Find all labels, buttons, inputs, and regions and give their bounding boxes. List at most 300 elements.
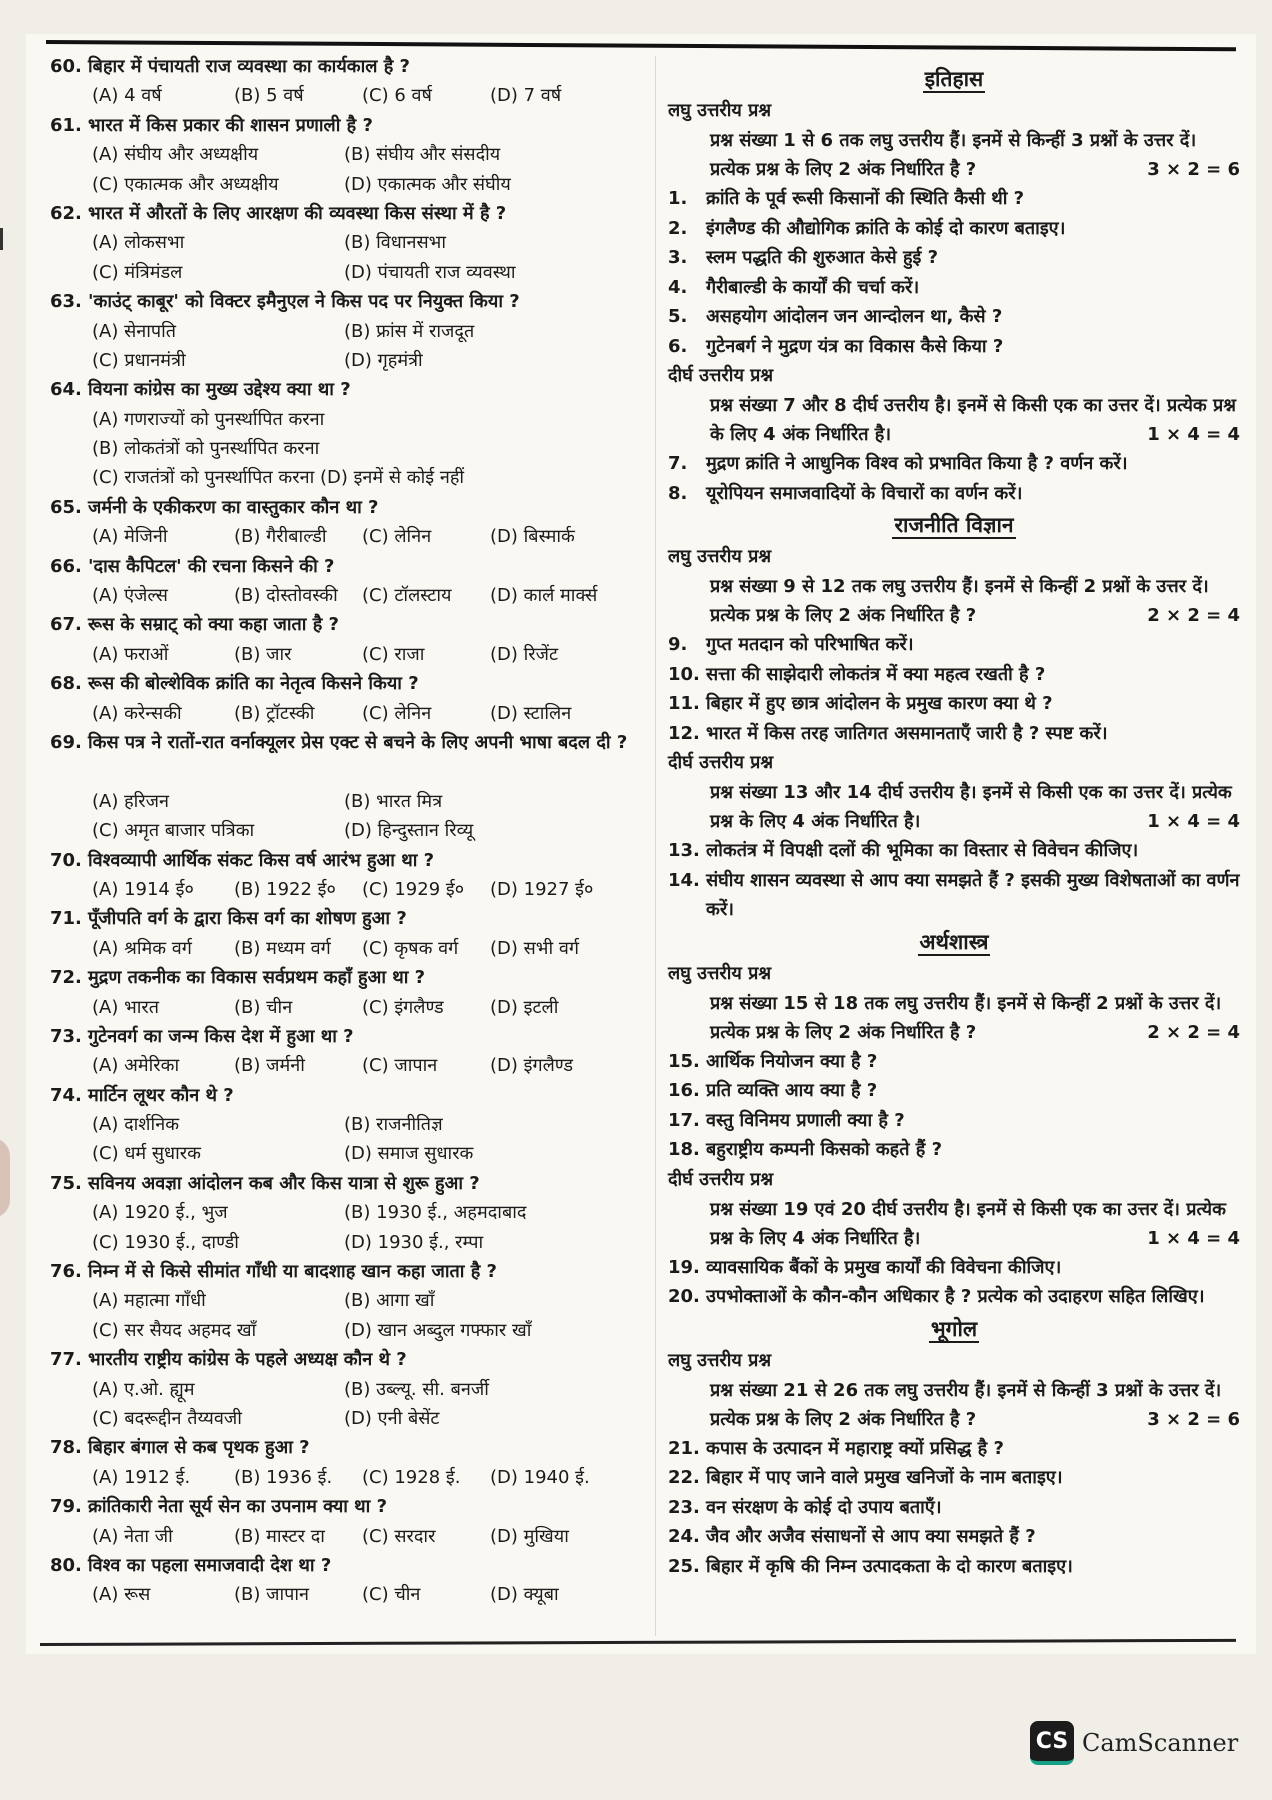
question-line bbox=[50, 1022, 650, 1051]
option: (B) गैरीबाल्डी bbox=[234, 526, 327, 548]
question-line bbox=[50, 728, 650, 787]
options-row bbox=[50, 228, 650, 257]
option: (B) विधानसभा bbox=[344, 232, 446, 254]
question-number: 7. bbox=[668, 453, 688, 474]
subjective-question bbox=[668, 1493, 1240, 1523]
section-title bbox=[668, 62, 1240, 96]
mcq-question bbox=[50, 287, 650, 375]
question-number: 80. bbox=[50, 1554, 82, 1576]
option: (D) पंचायती राज व्यवस्था bbox=[344, 261, 516, 283]
option: (D) एकात्मक और संघीय bbox=[344, 173, 511, 195]
options-row bbox=[50, 317, 650, 346]
marks-scheme: 3 × 2 = 6 bbox=[1147, 1408, 1240, 1430]
question-number: 68. bbox=[50, 673, 82, 695]
options-row bbox=[50, 1316, 650, 1345]
option: (A) रूस bbox=[92, 1584, 151, 1606]
marks-scheme: 2 × 2 = 4 bbox=[1147, 605, 1240, 626]
mcq-question bbox=[50, 1433, 650, 1492]
options-row bbox=[50, 993, 650, 1022]
question-line bbox=[50, 552, 650, 581]
subjective-question bbox=[668, 1522, 1240, 1552]
question-line bbox=[50, 493, 650, 522]
option: (C) इंगलैण्ड bbox=[362, 996, 444, 1018]
instruction-text: प्रश्न संख्या 13 और 14 दीर्घ उत्तरीय है। इनमें से किसी एक का उत्तर दें। प्रत्येक प्रश्न के लिए 4 अंक निर्धारित है। bbox=[710, 782, 1232, 832]
instruction-text: प्रश्न संख्या 1 से 6 तक लघु उत्तरीय हैं। इनमें से किन्हीं 3 प्रश्नों के उत्तर दें। प्रत्येक प्रश्न के लिए 2 अंक निर्धारित है ? bbox=[710, 130, 1197, 180]
marks-scheme: 3 × 2 = 6 bbox=[1147, 159, 1240, 180]
option: (C) अमृत बाजार पत्रिका bbox=[92, 820, 255, 842]
options-row bbox=[50, 581, 650, 610]
mcq-question bbox=[50, 1492, 650, 1551]
question-line bbox=[50, 1257, 650, 1286]
options-row bbox=[50, 1051, 650, 1080]
question-number: 24. bbox=[668, 1526, 700, 1547]
question-number: 5. bbox=[668, 306, 688, 327]
question-line bbox=[50, 1433, 650, 1462]
question-type-heading: दीर्घ उत्तरीय प्रश्न bbox=[668, 365, 774, 386]
subjective-question bbox=[668, 273, 1240, 303]
mcq-question bbox=[50, 963, 650, 1022]
options-row bbox=[50, 1580, 650, 1609]
instructions bbox=[668, 778, 1240, 836]
question-type-heading: लघु उत्तरीय प्रश्न bbox=[668, 100, 772, 121]
option: (D) 1940 ई. bbox=[490, 1466, 590, 1488]
option: (B) मध्यम वर्ग bbox=[234, 937, 331, 959]
question-text: बिहार में हुए छात्र आंदोलन के प्रमुख कारण क्या थे ? bbox=[706, 693, 1053, 714]
option: (C) प्रधानमंत्री bbox=[92, 349, 186, 371]
option: (A) ए.ओ. ह्यूम bbox=[92, 1378, 195, 1400]
option: (A) 1914 ई० bbox=[92, 878, 194, 900]
question-line bbox=[50, 287, 650, 316]
options-row bbox=[50, 640, 650, 669]
option: (C) राजा bbox=[362, 643, 425, 665]
instruction-text: प्रश्न संख्या 21 से 26 तक लघु उत्तरीय हैं। इनमें से किन्हीं 3 प्रश्नों के उत्तर दें। प्रत्येक प्रश्न के लिए 2 अंक निर्धारित है ? bbox=[710, 1379, 1222, 1430]
option: (C) चीन bbox=[362, 1584, 421, 1606]
subjective-question bbox=[668, 630, 1240, 660]
question-number: 22. bbox=[668, 1467, 700, 1488]
option: (A) 4 वर्ष bbox=[92, 85, 162, 107]
option: (B) 5 वर्ष bbox=[234, 85, 304, 107]
question-text: क्रांतिकारी नेता सूर्य सेन का उपनाम क्या था ? bbox=[88, 1496, 388, 1518]
camscanner-watermark bbox=[1030, 1720, 1238, 1766]
question-text: जर्मनी के एकीकरण का वास्तुकार कौन था ? bbox=[88, 496, 379, 518]
mcq-question bbox=[50, 1345, 650, 1433]
question-number: 4. bbox=[668, 276, 688, 298]
instruction-text: प्रश्न संख्या 19 एवं 20 दीर्घ उत्तरीय है। इनमें से किसी एक का उत्तर दें। प्रत्येक प्रश्न के लिए 4 अंक निर्धारित है। bbox=[710, 1198, 1226, 1249]
option: (B) 1936 ई. bbox=[234, 1466, 333, 1488]
options-row bbox=[50, 875, 650, 904]
subjective-question bbox=[668, 479, 1240, 509]
question-line bbox=[50, 199, 650, 228]
question-number: 76. bbox=[50, 1261, 82, 1283]
options-row bbox=[50, 170, 650, 199]
option: (B) मास्टर दा bbox=[234, 1525, 325, 1547]
option: (C) धर्म सुधारक bbox=[92, 1143, 201, 1165]
question-number: 20. bbox=[668, 1286, 700, 1307]
options-row bbox=[50, 258, 650, 287]
margin-tick bbox=[0, 228, 3, 250]
options-row bbox=[50, 1404, 650, 1433]
subjective-questions-column bbox=[668, 62, 1240, 1581]
question-text: प्रति व्यक्ति आय क्या है ? bbox=[706, 1080, 878, 1101]
question-text: बिहार में कृषि की निम्न उत्पादकता के दो कारण बताइए। bbox=[706, 1555, 1073, 1577]
question-text: भारत में किस प्रकार की शासन प्रणाली है ? bbox=[88, 114, 373, 136]
question-type-heading: दीर्घ उत्तरीय प्रश्न bbox=[668, 1168, 774, 1190]
question-text: रूस के सम्राट् को क्या कहा जाता है ? bbox=[88, 614, 339, 636]
option: (C) टॉलस्टाय bbox=[362, 585, 452, 607]
option: (D) 1930 ई., रम्पा bbox=[344, 1231, 484, 1253]
option: (C) राजतंत्रों को पुनर्स्थापित करना (D) इनमें से कोई नहीं bbox=[92, 467, 465, 489]
question-number: 23. bbox=[668, 1496, 700, 1518]
mcq-question bbox=[50, 111, 650, 199]
question-text: किस पत्र ने रातों-रात वर्नाक्यूलर प्रेस एक्ट से बचने के लिए अपनी भाषा बदल दी ? bbox=[88, 731, 628, 753]
question-text: मुद्रण तकनीक का विकास सर्वप्रथम कहाँ हुआ था ? bbox=[88, 967, 426, 989]
question-number: 10. bbox=[668, 663, 700, 685]
question-text: आर्थिक नियोजन क्या है ? bbox=[706, 1050, 878, 1072]
options-row bbox=[50, 346, 650, 375]
option: (D) गृहमंत्री bbox=[344, 349, 423, 371]
subjective-question bbox=[668, 1282, 1240, 1312]
question-text: इंगलैण्ड की औद्योगिक क्रांति के कोई दो कारण बताइए। bbox=[706, 217, 1066, 239]
subjective-question bbox=[668, 1106, 1240, 1136]
option: (D) स्टालिन bbox=[490, 702, 572, 724]
question-number: 60. bbox=[50, 56, 82, 77]
option: (B) संघीय और संसदीय bbox=[344, 144, 501, 166]
question-number: 9. bbox=[668, 634, 688, 655]
option: (C) लेनिन bbox=[362, 702, 432, 724]
option: (A) संघीय और अध्यक्षीय bbox=[92, 144, 259, 166]
question-number: 15. bbox=[668, 1050, 700, 1072]
subjective-question bbox=[668, 836, 1240, 866]
question-number: 11. bbox=[668, 693, 700, 714]
instructions bbox=[668, 126, 1240, 184]
option: (A) एंजेल्स bbox=[92, 585, 168, 607]
option: (D) इटली bbox=[490, 996, 559, 1018]
option: (D) कार्ल मार्क्स bbox=[490, 585, 598, 607]
option: (C) सर सैयद अहमद खाँ bbox=[92, 1319, 257, 1341]
section-title-text: इतिहास bbox=[924, 67, 984, 91]
instruction-text: प्रश्न संख्या 7 और 8 दीर्घ उत्तरीय है। इनमें से किसी एक का उत्तर दें। प्रत्येक प्रश्न के लिए 4 अंक निर्धारित है। bbox=[710, 395, 1236, 445]
question-line bbox=[50, 52, 650, 81]
mcq-question bbox=[50, 669, 650, 728]
mcq-question bbox=[50, 846, 650, 905]
option: (B) ट्रॉटस्की bbox=[234, 702, 315, 724]
question-number: 1. bbox=[668, 188, 688, 209]
marks-scheme: 1 × 4 = 4 bbox=[1147, 1227, 1240, 1249]
option: (C) एकात्मक और अध्यक्षीय bbox=[92, 173, 279, 195]
mcq-question bbox=[50, 1551, 650, 1610]
options-row bbox=[50, 405, 650, 434]
subjective-question bbox=[668, 1552, 1240, 1582]
options-row bbox=[50, 81, 650, 110]
question-text: पूँजीपति वर्ग के द्वारा किस वर्ग का शोषण हुआ ? bbox=[88, 908, 407, 930]
option: (B) जापान bbox=[234, 1584, 310, 1606]
question-text: व्यावसायिक बैंकों के प्रमुख कार्यों की विवेचना कीजिए। bbox=[706, 1256, 1062, 1278]
options-row bbox=[50, 1375, 650, 1404]
option: (D) खान अब्दुल गफ्फार खाँ bbox=[344, 1319, 532, 1341]
question-number: 13. bbox=[668, 840, 700, 861]
options-row bbox=[50, 140, 650, 169]
option: (C) 1929 ई० bbox=[362, 878, 465, 900]
option: (A) भारत bbox=[92, 996, 160, 1018]
mcq-question bbox=[50, 728, 650, 846]
subjective-question bbox=[668, 866, 1240, 925]
question-number: 79. bbox=[50, 1496, 82, 1518]
question-number: 6. bbox=[668, 335, 688, 357]
question-text: गैरीबाल्डी के कार्यों की चर्चा करें। bbox=[706, 276, 920, 298]
mcq-question bbox=[50, 1081, 650, 1169]
question-text: बिहार बंगाल से कब पृथक हुआ ? bbox=[88, 1437, 310, 1459]
question-text: बिहार में पाए जाने वाले प्रमुख खनिजों के नाम बताइए। bbox=[706, 1467, 1063, 1488]
question-text: निम्न में से किसे सीमांत गाँधी या बादशाह खान कहा जाता है ? bbox=[88, 1261, 497, 1283]
option: (A) महात्मा गाँधी bbox=[92, 1290, 206, 1312]
question-text: भारत में औरतों के लिए आरक्षण की व्यवस्था किस संस्था में है ? bbox=[88, 202, 507, 224]
option: (D) बिस्मार्क bbox=[490, 526, 575, 548]
question-type-heading: लघु उत्तरीय प्रश्न bbox=[668, 962, 772, 984]
question-type-heading: लघु उत्तरीय प्रश्न bbox=[668, 546, 772, 567]
subjective-question bbox=[668, 332, 1240, 362]
question-text: विश्व का पहला समाजवादी देश था ? bbox=[88, 1554, 332, 1576]
option: (A) फराओं bbox=[92, 643, 169, 665]
question-line bbox=[50, 1169, 650, 1198]
question-text: भारतीय राष्ट्रीय कांग्रेस के पहले अध्यक्ष कौन थे ? bbox=[88, 1349, 407, 1371]
subjective-question bbox=[668, 1463, 1240, 1493]
question-number: 74. bbox=[50, 1084, 82, 1106]
section-title-text: राजनीति विज्ञान bbox=[894, 513, 1014, 537]
question-number: 67. bbox=[50, 614, 82, 636]
question-text: बिहार में पंचायती राज व्यवस्था का कार्यकाल है ? bbox=[88, 56, 410, 77]
options-row bbox=[50, 463, 650, 492]
question-line bbox=[50, 846, 650, 875]
question-number: 21. bbox=[668, 1437, 700, 1459]
question-text: 'दास कैपिटल' की रचना किसने की ? bbox=[88, 555, 335, 577]
question-number: 62. bbox=[50, 202, 82, 224]
subjective-question bbox=[668, 1434, 1240, 1464]
option: (C) लेनिन bbox=[362, 526, 432, 548]
subjective-question bbox=[668, 214, 1240, 244]
subjective-question bbox=[668, 1253, 1240, 1283]
question-line bbox=[50, 904, 650, 933]
objective-questions-column bbox=[50, 52, 650, 1610]
options-row bbox=[50, 1110, 650, 1139]
option: (D) हिन्दुस्तान रिव्यू bbox=[344, 820, 474, 842]
question-text: मार्टिन लूथर कौन थे ? bbox=[88, 1084, 234, 1106]
options-row bbox=[50, 1139, 650, 1168]
question-line bbox=[50, 1081, 650, 1110]
subjective-question bbox=[668, 719, 1240, 749]
question-number: 73. bbox=[50, 1025, 82, 1047]
option: (A) लोकसभा bbox=[92, 232, 185, 254]
section-title bbox=[668, 508, 1240, 542]
question-line bbox=[50, 375, 650, 404]
question-number: 61. bbox=[50, 114, 82, 136]
question-text: कपास के उत्पादन में महाराष्ट्र क्यों प्रसिद्ध है ? bbox=[706, 1437, 1004, 1459]
option: (B) उब्ल्यू. सी. बनर्जी bbox=[344, 1378, 489, 1400]
question-text: गुप्त मतदान को परिभाषित करें। bbox=[706, 634, 914, 655]
question-text: 'काउंट् काबूर' को विक्टर इमैनुएल ने किस पद पर नियुक्त किया ? bbox=[88, 291, 520, 313]
option: (C) 1928 ई. bbox=[362, 1466, 461, 1488]
mcq-question bbox=[50, 1257, 650, 1345]
question-number: 70. bbox=[50, 849, 82, 871]
mcq-question bbox=[50, 904, 650, 963]
marks-scheme: 1 × 4 = 4 bbox=[1147, 811, 1240, 832]
marks-scheme: 1 × 4 = 4 bbox=[1147, 424, 1240, 445]
options-row bbox=[50, 1522, 650, 1551]
options-row bbox=[50, 522, 650, 551]
instruction-text: प्रश्न संख्या 15 से 18 तक लघु उत्तरीय हैं। इनमें से किन्हीं 2 प्रश्नों के उत्तर दें। प्रत्येक प्रश्न के लिए 2 अंक निर्धारित है ? bbox=[710, 992, 1222, 1043]
option: (A) अमेरिका bbox=[92, 1055, 180, 1077]
question-number: 69. bbox=[50, 731, 82, 753]
subjective-question bbox=[668, 449, 1240, 479]
question-line bbox=[50, 610, 650, 639]
options-row bbox=[50, 1228, 650, 1257]
option: (D) सभी वर्ग bbox=[490, 937, 579, 959]
question-text: रूस की बोल्शेविक क्रांति का नेतृत्व किसने किया ? bbox=[88, 673, 419, 695]
question-number: 16. bbox=[668, 1080, 700, 1101]
options-row bbox=[50, 1198, 650, 1227]
option: (C) सरदार bbox=[362, 1525, 436, 1547]
question-text: स्लम पद्धति की शुरुआत केसे हुई ? bbox=[706, 247, 939, 268]
camscanner-logo-icon: CS bbox=[1030, 1721, 1074, 1765]
question-text: उपभोक्ताओं के कौन-कौन अधिकार है ? प्रत्येक को उदाहरण सहित लिखिए। bbox=[706, 1286, 1205, 1307]
mcq-question bbox=[50, 1169, 650, 1257]
option: (A) श्रमिक वर्ग bbox=[92, 937, 192, 959]
option: (C) 6 वर्ष bbox=[362, 85, 432, 107]
question-number: 12. bbox=[668, 722, 700, 744]
option: (B) 1922 ई० bbox=[234, 878, 336, 900]
option: (D) इंगलैण्ड bbox=[490, 1055, 573, 1077]
option: (C) जापान bbox=[362, 1055, 438, 1077]
mcq-question bbox=[50, 552, 650, 611]
mcq-question bbox=[50, 610, 650, 669]
question-type-heading: लघु उत्तरीय प्रश्न bbox=[668, 1349, 772, 1371]
question-text: बहुराष्ट्रीय कम्पनी किसको कहते हैं ? bbox=[706, 1139, 943, 1160]
question-line bbox=[50, 111, 650, 140]
options-row bbox=[50, 816, 650, 845]
question-text: सत्ता की साझेदारी लोकतंत्र में क्या महत्व रखती है ? bbox=[706, 663, 1046, 685]
subjective-question bbox=[668, 1076, 1240, 1106]
column-divider bbox=[655, 56, 656, 1636]
question-number: 19. bbox=[668, 1256, 700, 1278]
question-number: 72. bbox=[50, 967, 82, 989]
question-text: लोकतंत्र में विपक्षी दलों की भूमिका का विस्तार से विवेचन कीजिए। bbox=[706, 840, 1139, 861]
question-number: 14. bbox=[668, 869, 700, 891]
options-row bbox=[50, 434, 650, 463]
instructions bbox=[668, 1195, 1240, 1253]
option: (B) राजनीतिज्ञ bbox=[344, 1114, 443, 1136]
marks-scheme: 2 × 2 = 4 bbox=[1147, 1021, 1240, 1043]
binding-mark bbox=[0, 1138, 10, 1218]
instructions bbox=[668, 989, 1240, 1047]
question-number: 18. bbox=[668, 1139, 700, 1160]
option: (D) क्यूबा bbox=[490, 1584, 559, 1606]
option: (B) भारत मित्र bbox=[344, 790, 443, 812]
question-text: वन संरक्षण के कोई दो उपाय बताएँ। bbox=[706, 1496, 942, 1518]
question-text: क्रांति के पूर्व रूसी किसानों की स्थिति कैसी थी ? bbox=[706, 188, 1025, 209]
options-row bbox=[50, 934, 650, 963]
option: (C) 1930 ई., दाण्डी bbox=[92, 1231, 239, 1253]
question-number: 65. bbox=[50, 496, 82, 518]
subjective-question bbox=[668, 302, 1240, 332]
camscanner-label: CamScanner bbox=[1082, 1729, 1239, 1757]
mcq-question bbox=[50, 199, 650, 287]
option: (D) रिजेंट bbox=[490, 643, 559, 665]
option: (D) मुखिया bbox=[490, 1525, 569, 1547]
question-number: 3. bbox=[668, 247, 688, 268]
instruction-text: प्रश्न संख्या 9 से 12 तक लघु उत्तरीय हैं। इनमें से किन्हीं 2 प्रश्नों के उत्तर दें। प्रत्येक प्रश्न के लिए 2 अंक निर्धारित है ? bbox=[710, 576, 1209, 626]
option: (C) मंत्रिमंडल bbox=[92, 261, 183, 283]
instructions bbox=[668, 572, 1240, 630]
mcq-question bbox=[50, 375, 650, 493]
option: (C) कृषक वर्ग bbox=[362, 937, 459, 959]
question-line bbox=[50, 669, 650, 698]
question-number: 77. bbox=[50, 1349, 82, 1371]
question-text: भारत में किस तरह जातिगत असमानताएँ जारी है ? स्पष्ट करें। bbox=[706, 722, 1108, 744]
question-text: वियना कांग्रेस का मुख्य उद्देश्य क्या था ? bbox=[88, 379, 351, 401]
mcq-question bbox=[50, 52, 650, 111]
option: (D) एनी बेसेंट bbox=[344, 1407, 440, 1429]
subjective-question bbox=[668, 1047, 1240, 1077]
question-number: 17. bbox=[668, 1109, 700, 1131]
question-number: 75. bbox=[50, 1172, 82, 1194]
option: (A) नेता जी bbox=[92, 1525, 173, 1547]
option: (D) समाज सुधारक bbox=[344, 1143, 474, 1165]
question-number: 25. bbox=[668, 1555, 700, 1577]
option: (A) हरिजन bbox=[92, 790, 170, 812]
option: (B) जार bbox=[234, 643, 292, 665]
mcq-question bbox=[50, 1022, 650, 1081]
option: (D) 7 वर्ष bbox=[490, 85, 562, 107]
options-row bbox=[50, 1463, 650, 1492]
section-title-text: भूगोल bbox=[930, 1316, 978, 1341]
question-text: विश्वव्यापी आर्थिक संकट किस वर्ष आरंभ हुआ था ? bbox=[88, 849, 435, 871]
option: (B) आगा खाँ bbox=[344, 1290, 435, 1312]
option: (B) जर्मनी bbox=[234, 1055, 305, 1077]
section-title-text: अर्थशास्त्र bbox=[919, 929, 989, 954]
subjective-question bbox=[668, 184, 1240, 214]
options-row bbox=[50, 1286, 650, 1315]
question-text: वस्तु विनिमय प्रणाली क्या है ? bbox=[706, 1109, 905, 1131]
option: (A) करेन्सकी bbox=[92, 702, 182, 724]
subjective-question bbox=[668, 243, 1240, 273]
section-title bbox=[668, 925, 1240, 959]
question-type-heading: दीर्घ उत्तरीय प्रश्न bbox=[668, 752, 774, 773]
question-text: यूरोपियन समाजवादियों के विचारों का वर्णन करें। bbox=[706, 482, 1023, 504]
subjective-question bbox=[668, 660, 1240, 690]
question-line bbox=[50, 1551, 650, 1580]
question-number: 71. bbox=[50, 908, 82, 930]
instructions bbox=[668, 391, 1240, 449]
mcq-question bbox=[50, 493, 650, 552]
question-text: सविनय अवज्ञा आंदोलन कब और किस यात्रा से शुरू हुआ ? bbox=[88, 1172, 480, 1194]
option: (B) फ्रांस में राजदूत bbox=[344, 320, 475, 342]
options-row bbox=[50, 699, 650, 728]
question-number: 64. bbox=[50, 379, 82, 401]
instructions bbox=[668, 1376, 1240, 1434]
option: (C) बदरूद्दीन तैय्यवजी bbox=[92, 1407, 242, 1429]
question-line bbox=[50, 1492, 650, 1521]
option: (A) सेनापति bbox=[92, 320, 177, 342]
option: (A) मेजिनी bbox=[92, 526, 168, 548]
option: (A) दार्शनिक bbox=[92, 1114, 180, 1136]
question-text: असहयोग आंदोलन जन आन्दोलन था, कैसे ? bbox=[706, 306, 1003, 327]
option: (A) 1912 ई. bbox=[92, 1466, 191, 1488]
option: (B) दोस्तोवस्की bbox=[234, 585, 338, 607]
question-line bbox=[50, 1345, 650, 1374]
option: (B) चीन bbox=[234, 996, 293, 1018]
question-number: 2. bbox=[668, 217, 688, 239]
section-title bbox=[668, 1312, 1240, 1346]
question-line bbox=[50, 963, 650, 992]
